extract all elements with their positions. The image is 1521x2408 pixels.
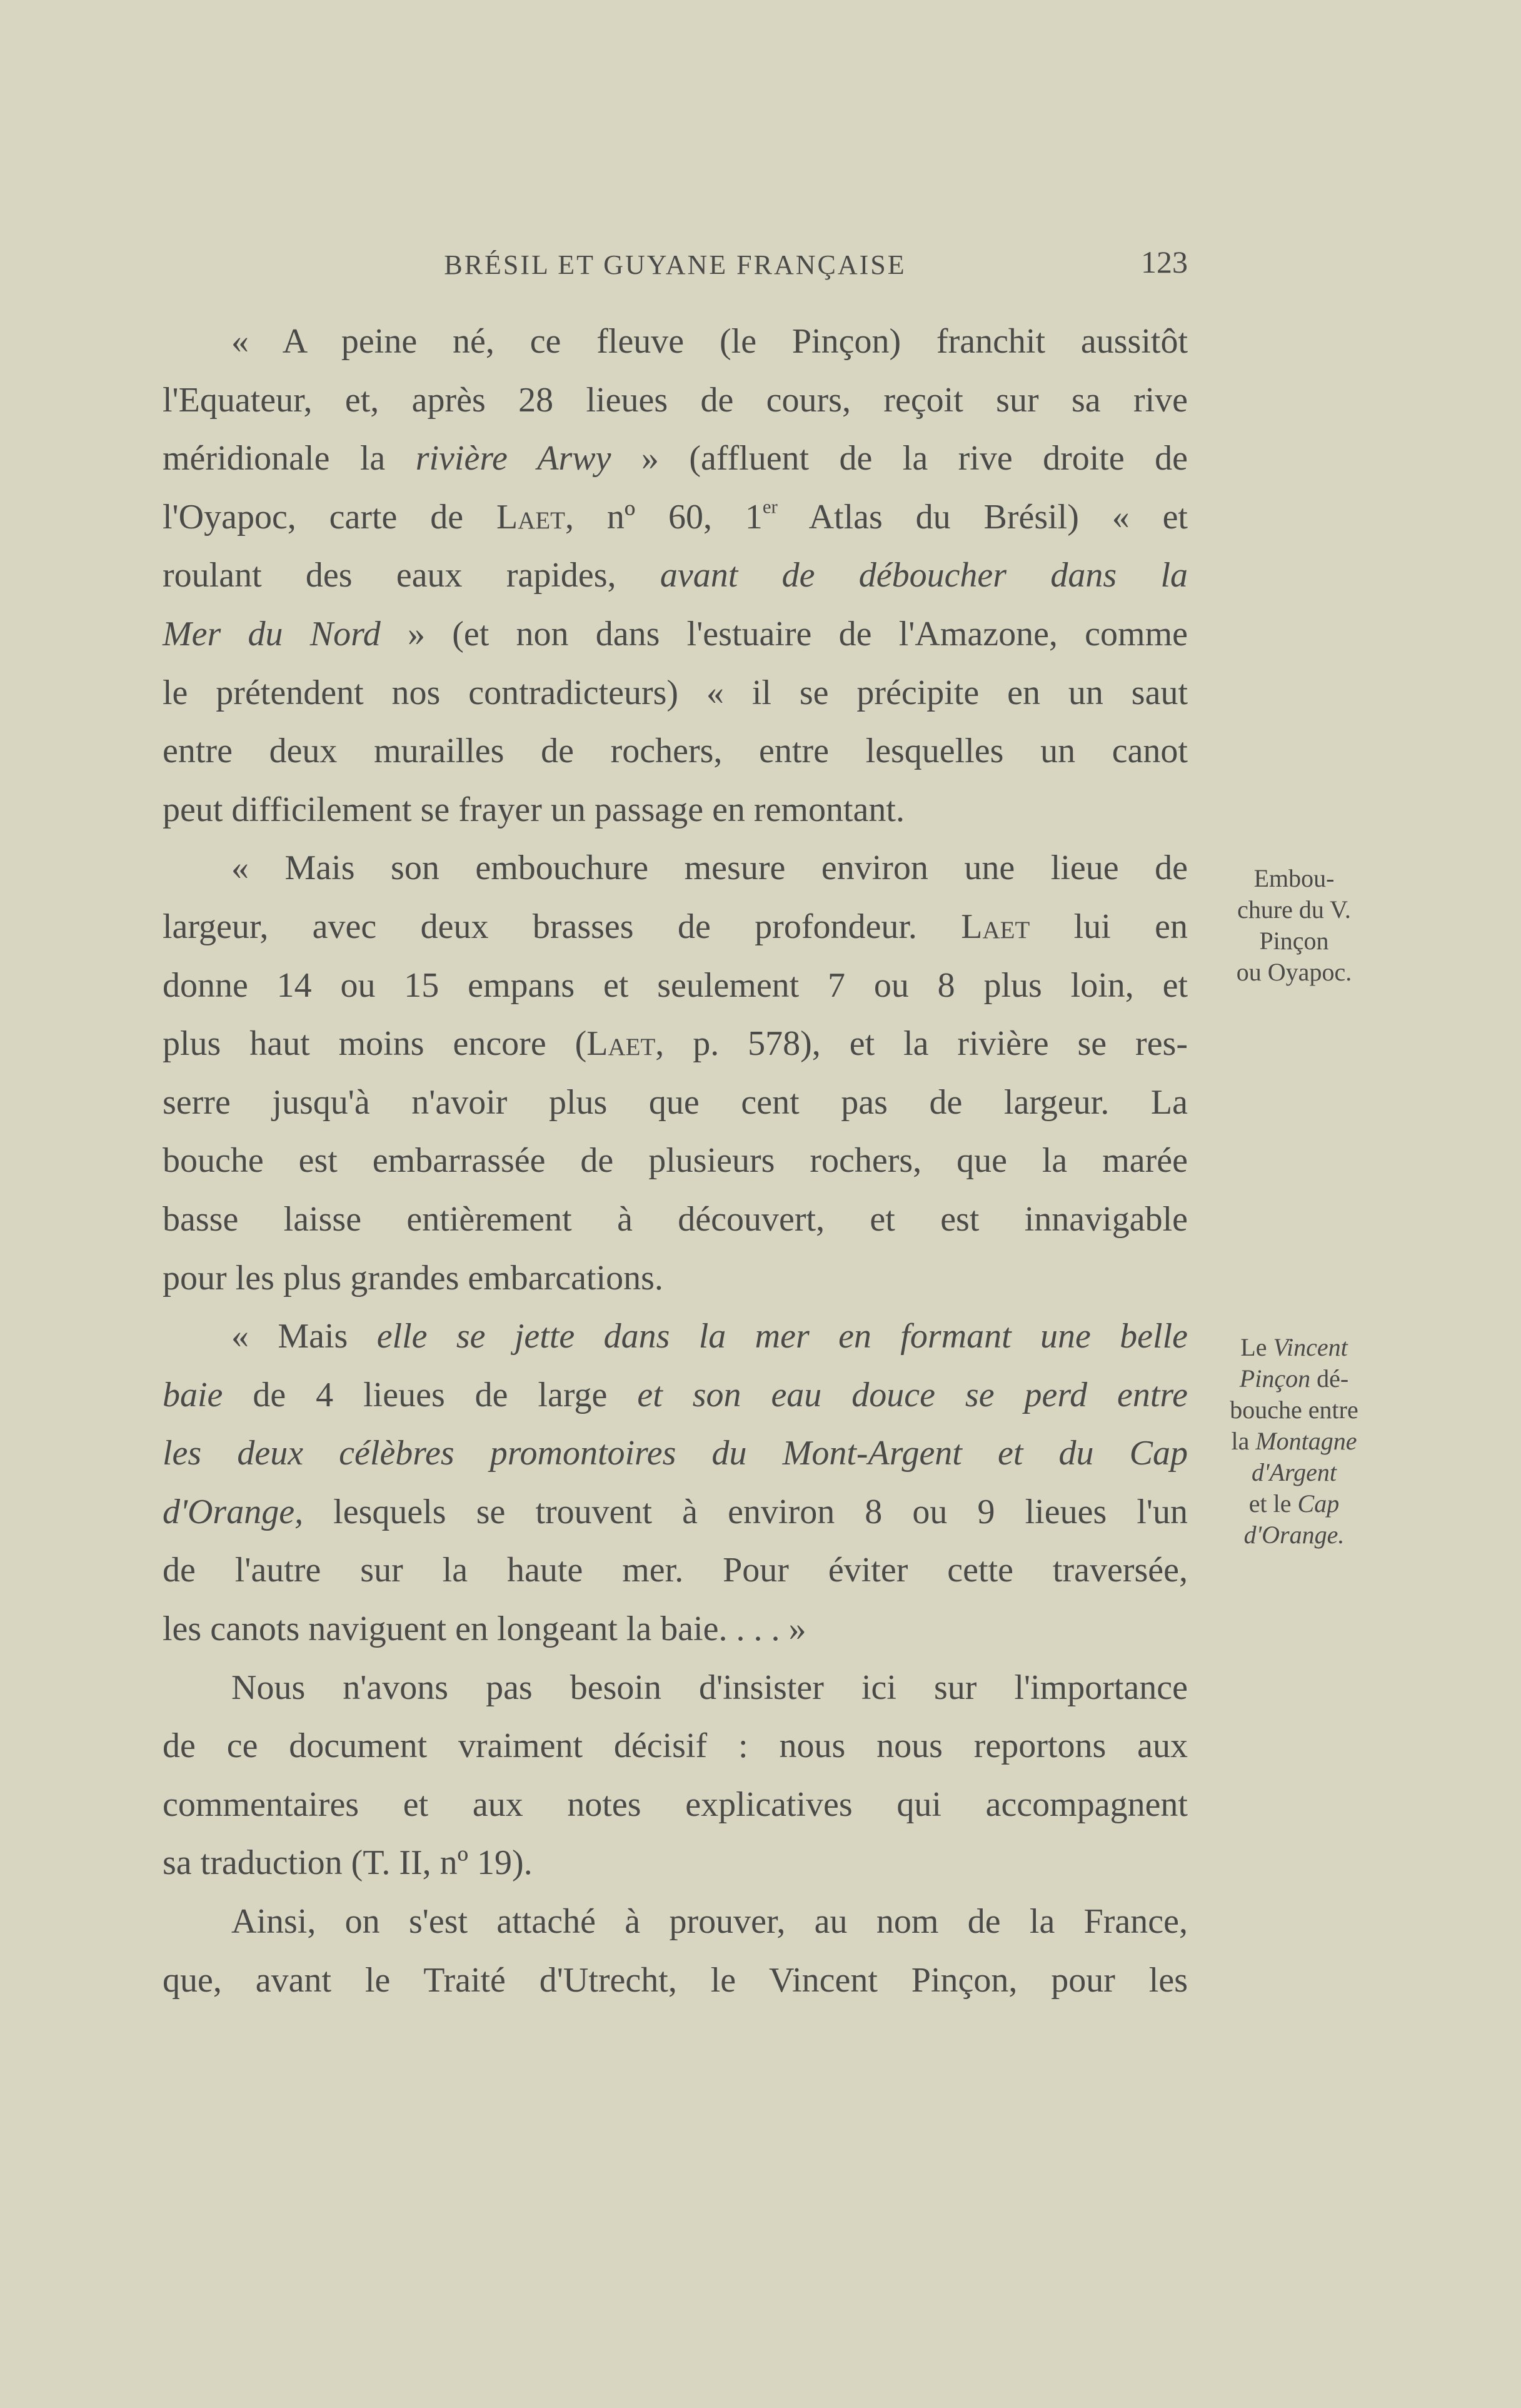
- margin-note-line: ou Oyapoc.: [1236, 958, 1352, 986]
- margin-note-line: chure du V.: [1237, 895, 1351, 924]
- page-number: 123: [1141, 244, 1188, 280]
- margin-note-vincent-pincon: [1207, 1332, 1382, 1551]
- body-text: [163, 313, 1188, 2010]
- margin-note-line: Pinçon dé-: [1239, 1364, 1349, 1393]
- text-line: Nous n'avons pas besoin d'insister ici sur l'importance: [231, 1668, 1188, 1707]
- text-line: « Mais elle se jette dans la mer en formant une belle: [231, 1317, 1188, 1356]
- text-line: serre jusqu'à n'avoir plus que cent pas de largeur. La: [163, 1082, 1188, 1122]
- margin-note-line: Pinçon: [1259, 927, 1329, 955]
- margin-note-line: et le Cap: [1248, 1489, 1340, 1518]
- text-line: « A peine né, ce fleuve (le Pinçon) franchit aussitôt: [231, 322, 1188, 361]
- text-line: peut difficilement se frayer un passage en remontant.: [163, 790, 905, 829]
- text-line: bouche est embarrassée de plusieurs rochers, que la marée: [163, 1141, 1188, 1181]
- text-line: baie de 4 lieues de large et son eau douce se perd entre: [163, 1375, 1188, 1414]
- margin-note-line: d'Argent: [1252, 1458, 1337, 1486]
- running-head: BRÉSIL ET GUYANE FRANÇAISE: [444, 249, 906, 280]
- text-line: Mer du Nord » (et non dans l'estuaire de l'Amazone, comme: [163, 614, 1188, 653]
- text-line: donne 14 ou 15 empans et seulement 7 ou 8 plus loin, et: [163, 965, 1188, 1005]
- text-line: basse laisse entièrement à découvert, et est innavigable: [163, 1199, 1188, 1239]
- text-line: pour les plus grandes embarcations.: [163, 1258, 663, 1297]
- text-line: Ainsi, on s'est attaché à prouver, au nom de la France,: [231, 1902, 1188, 1942]
- text-line: sa traduction (T. II, nº 19).: [163, 1843, 533, 1883]
- text-line: méridionale la rivière Arwy » (affluent de la rive droite de: [163, 439, 1188, 478]
- text-line: les deux célèbres promontoires du Mont-Argent et du Cap: [163, 1434, 1188, 1473]
- text-line: commentaires et aux notes explicatives qui accompagnent: [163, 1785, 1188, 1824]
- page-header: [163, 244, 1188, 286]
- text-line: de ce document vraiment décisif : nous nous reportons aux: [163, 1726, 1188, 1766]
- text-line: les canots naviguent en longeant la baie. . . . »: [163, 1610, 806, 1649]
- text-line: l'Equateur, et, après 28 lieues de cours, reçoit sur sa rive: [163, 380, 1188, 420]
- text-line: que, avant le Traité d'Utrecht, le Vincent Pinçon, pour les: [163, 1960, 1188, 2000]
- margin-note-line: Le Vincent: [1240, 1333, 1348, 1361]
- text-line: le prétendent nos contradicteurs) « il se précipite en un saut: [163, 673, 1188, 712]
- text-line: plus haut moins encore (Laet, p. 578), et la rivière se res-: [163, 1024, 1188, 1064]
- text-line: « Mais son embouchure mesure environ une lieue de: [231, 849, 1188, 888]
- margin-note-line: la Montagne: [1231, 1427, 1357, 1455]
- text-line: d'Orange, lesquels se trouvent à environ 8 ou 9 lieues l'un: [163, 1492, 1188, 1531]
- text-line: entre deux murailles de rochers, entre lesquelles un canot: [163, 732, 1188, 771]
- margin-note-line: d'Orange.: [1243, 1521, 1345, 1549]
- margin-note-line: bouche entre: [1230, 1396, 1358, 1424]
- text-line: roulant des eaux rapides, avant de déboucher dans la: [163, 556, 1188, 595]
- margin-note-line: Embou-: [1253, 864, 1335, 892]
- text-line: de l'autre sur la haute mer. Pour éviter cette traversée,: [163, 1551, 1188, 1590]
- text-line: largeur, avec deux brasses de profondeur. Laet lui en: [163, 907, 1188, 946]
- text-line: l'Oyapoc, carte de Laet, nº 60, 1er Atlas du Brésil) « et: [163, 496, 1188, 537]
- margin-note-embouchure: [1207, 863, 1382, 988]
